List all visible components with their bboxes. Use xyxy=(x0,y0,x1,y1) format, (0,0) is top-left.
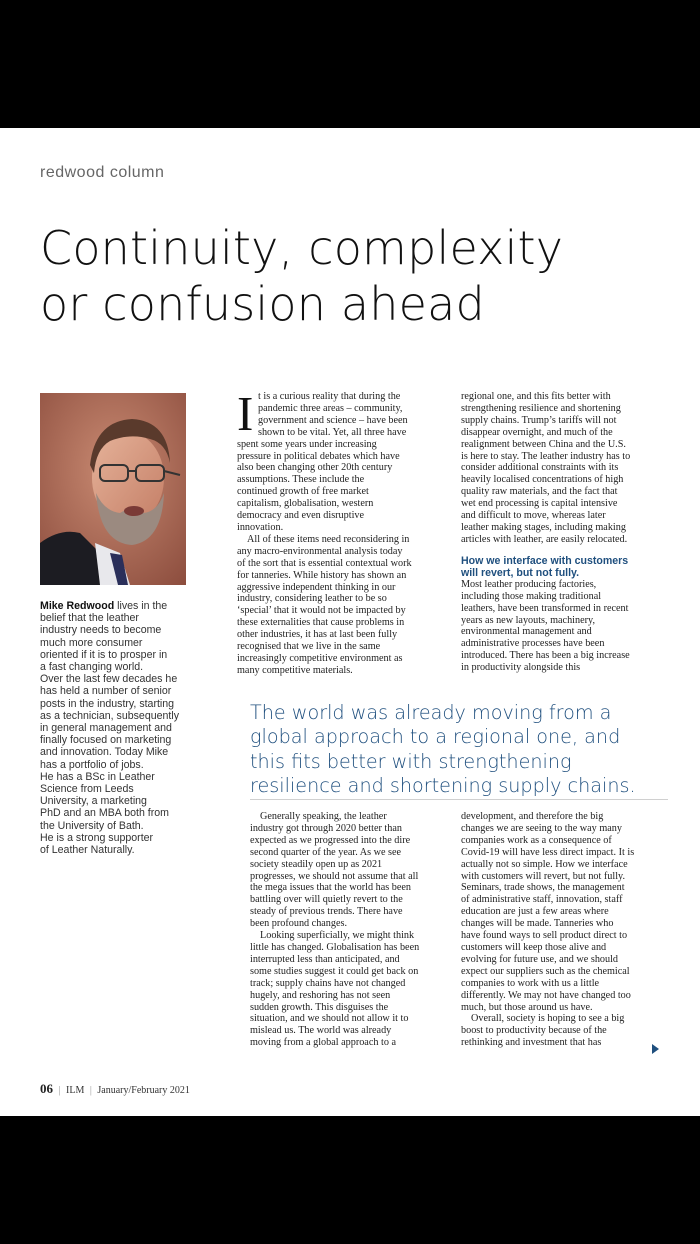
author-name: Mike Redwood xyxy=(40,600,115,612)
text-line: progresses, we should not assume that all xyxy=(250,870,419,882)
text-line: is here to stay. The leather industry has to xyxy=(461,450,631,462)
text-line: leathers, have been transformed in recent xyxy=(461,602,629,614)
text-line: for tanneries. While history has shown an xyxy=(237,569,407,581)
text-line: situation, and we should not allow it to xyxy=(250,1013,409,1025)
section-subhead: How we interface with customers xyxy=(461,554,629,567)
text-line: leather making stages, including making xyxy=(461,521,626,533)
text-line: mislead us. The world was already xyxy=(250,1025,392,1037)
text-line: moving from a global approach to a xyxy=(250,1037,396,1049)
text-line: introduced. There has been a big increase xyxy=(461,650,630,662)
bio-line: as a technician, subsequently xyxy=(40,709,179,722)
bio-line: University, a marketing xyxy=(40,795,147,808)
footer-separator: | xyxy=(89,1085,92,1096)
text-line: wet end processing is capital intensive xyxy=(461,498,618,510)
text-line: any macro-environmental analysis today xyxy=(237,545,403,557)
article-column-2 xyxy=(461,391,666,674)
bio-line: and innovation. Today Mike xyxy=(40,746,169,759)
text-line: development, and therefore the big xyxy=(461,811,604,822)
pull-quote-line: resilience and shortening supply chains. xyxy=(250,774,636,798)
text-line: companies work as a consequence of xyxy=(461,834,612,846)
bio-line: has a portfolio of jobs. xyxy=(40,758,144,771)
text-line: companies to work with us a little xyxy=(461,977,600,989)
text-line: strengthening resilience and shortening xyxy=(461,402,621,414)
bio-line: He has a BSc in Leather xyxy=(40,770,155,783)
text-line: regional one, and this fits better with xyxy=(461,391,611,402)
bio-line: oriented if it is to prosper in xyxy=(40,648,168,661)
text-line: also been changing other 20th century xyxy=(237,462,393,474)
continue-arrow-icon xyxy=(652,1044,659,1054)
text-line: Generally speaking, the leather xyxy=(260,811,387,822)
text-line: track; supply chains have not changed xyxy=(250,977,406,989)
issue-date: January/February 2021 xyxy=(97,1085,190,1096)
text-line: of administrative staff, innovation, staff xyxy=(461,894,623,906)
text-line: been profound changes. xyxy=(250,918,348,930)
text-line: sudden growth. This disguises the xyxy=(250,1001,389,1013)
text-line: some studies suggest it could get back on xyxy=(250,965,419,977)
bio-line: in general management and xyxy=(40,722,172,735)
bio-line: industry needs to become xyxy=(40,624,162,637)
page-number: 06 xyxy=(40,1081,53,1096)
text-line: society steadily open up as 2021 xyxy=(250,858,383,870)
text-line: realignment between China and the U.S. xyxy=(461,438,626,450)
text-line: industry got through 2020 better than xyxy=(250,822,402,834)
text-line: continued growth of free market xyxy=(237,486,369,498)
author-portrait-icon xyxy=(40,393,186,585)
article-column-1 xyxy=(237,386,447,677)
text-line: actually not so simple. How we interface xyxy=(461,858,628,870)
bio-line: finally focused on marketing xyxy=(40,734,172,747)
pull-quote xyxy=(250,701,690,799)
text-line: pressure in political debates which have xyxy=(237,450,400,462)
text-line: rethinking and investment that has xyxy=(461,1037,602,1049)
pull-quote-line: this fits better with strengthening xyxy=(250,749,572,773)
magazine-name: ILM xyxy=(66,1085,85,1096)
text-line: the mega issues that the world has been xyxy=(250,882,411,894)
text-line: government and science – have been xyxy=(258,414,408,426)
text-line: second quarter of the year. As we see xyxy=(250,846,402,858)
bio-line: the University of Bath. xyxy=(40,819,144,832)
text-line: innovation. xyxy=(237,521,284,533)
text-line: democracy and even disruptive xyxy=(237,510,365,522)
pull-quote-line: global approach to a regional one, and xyxy=(250,725,621,749)
text-line: All of these items need reconsidering in xyxy=(247,533,410,545)
text-line: Covid-19 will have less direct impact. It is xyxy=(461,846,635,858)
text-line: capitalism, globalisation, western xyxy=(237,498,374,510)
text-line: hugely, and reshoring has not seen xyxy=(250,989,391,1001)
text-line: environmental management and xyxy=(461,626,592,638)
bio-line: of Leather Naturally. xyxy=(40,844,135,857)
bio-line: posts in the industry, starting xyxy=(40,697,175,710)
text-line: industry, considering leather to be so xyxy=(237,593,387,605)
text-line: little has changed. Globalisation has been xyxy=(250,941,420,953)
text-line: battling over will quietly revert to the xyxy=(250,894,403,906)
text-line: customers will keep those alive and xyxy=(461,941,607,953)
text-line: Seminars, trade shows, the management xyxy=(461,882,625,894)
text-line: aggressive independent thinking in our xyxy=(237,581,396,593)
text-line: evolving for future use, and we should xyxy=(461,953,619,965)
article-headline xyxy=(40,220,680,332)
bio-line: PhD and an MBA both from xyxy=(40,807,169,820)
headline-line: or confusion ahead xyxy=(40,277,485,331)
text-line: expect our suppliers such as the chemical xyxy=(461,965,630,977)
text-line: supply chains. Trump’s tariffs will not xyxy=(461,414,617,426)
text-line: other industries, it has at last been fully xyxy=(237,629,398,641)
text-line: including those making traditional xyxy=(461,590,602,602)
page-footer xyxy=(40,1081,190,1097)
article-column-3 xyxy=(250,811,450,1049)
text-line: quality raw materials, and the fact that xyxy=(461,486,618,498)
bio-line: belief that the leather xyxy=(40,612,139,625)
text-line: pandemic three areas – community, xyxy=(258,402,403,414)
text-line: Overall, society is hoping to see a big xyxy=(471,1013,625,1025)
text-line: many competitive materials. xyxy=(237,664,353,676)
bio-line: much more consumer xyxy=(40,636,143,649)
bio-line: Science from Leeds xyxy=(40,783,134,796)
text-line: much, but those around us have. xyxy=(461,1001,593,1013)
text-line: t is a curious reality that during the xyxy=(258,391,401,402)
text-line: with customers will revert, but not fully. xyxy=(461,870,626,882)
text-line: in productivity alongside this xyxy=(461,662,581,674)
text-line: heavily localised concentrations of high xyxy=(461,474,624,486)
bio-line: has held a number of senior xyxy=(40,685,172,698)
text-line: ‘special’ that it would not be impacted by xyxy=(237,605,406,617)
text-line: administrative processes have been xyxy=(461,638,605,650)
text-line: and difficult to move, whereas later xyxy=(461,510,606,522)
author-photo xyxy=(40,393,186,585)
pull-quote-divider xyxy=(250,799,668,800)
text-line: boost to productivity because of the xyxy=(461,1025,607,1037)
text-line: expected as we progressed into the dire xyxy=(250,834,411,846)
text-line: years as new layouts, machinery, xyxy=(461,614,595,626)
magazine-page xyxy=(0,128,700,1116)
text-line: recognised that we live in the same xyxy=(237,641,381,653)
bio-line: a fast changing world. xyxy=(40,661,144,674)
text-line: Most leather producing factories, xyxy=(461,578,597,590)
text-line: spent some years under increasing xyxy=(237,438,377,450)
text-line: assumptions. These include the xyxy=(237,474,365,486)
text-line: changes will be made. Tanneries who xyxy=(461,918,614,930)
bio-line: Over the last few decades he xyxy=(40,673,178,686)
bio-line: He is a strong supporter xyxy=(40,831,154,844)
drop-cap: I xyxy=(237,386,254,441)
text-line: articles with leather, are easily relocated. xyxy=(461,533,628,545)
text-line: have found ways to sell product direct to xyxy=(461,930,628,942)
text-line: steady of previous trends. There have xyxy=(250,906,403,918)
text-line: increasingly competitive environment as xyxy=(237,652,403,664)
pull-quote-line: The world was already moving from a xyxy=(250,701,612,724)
text-line: education are just a few areas where xyxy=(461,906,609,918)
text-line: differently. We may not have changed too xyxy=(461,989,631,1001)
text-line: changes we are seeing to the way many xyxy=(461,822,622,834)
text-line: shown to be vital. Yet, all three have xyxy=(258,426,407,438)
text-line: these externalities that cause problems in xyxy=(237,617,405,629)
section-subhead: will revert, but not fully. xyxy=(461,566,580,579)
text-line: Looking superficially, we might think xyxy=(260,930,415,942)
headline-line: Continuity, complexity xyxy=(40,221,564,275)
article-column-4 xyxy=(461,811,666,1049)
author-bio xyxy=(40,600,190,856)
text-line: consider additional constraints with its xyxy=(461,462,619,474)
footer-separator: | xyxy=(58,1085,61,1096)
text-line: interrupted less than anticipated, and xyxy=(250,953,400,965)
column-kicker: redwood column xyxy=(40,164,165,181)
text-line: of the sort that is essential contextual work xyxy=(237,557,412,569)
text-line: disappear overnight, and much of the xyxy=(461,426,613,438)
bio-line: lives in the xyxy=(114,600,168,612)
